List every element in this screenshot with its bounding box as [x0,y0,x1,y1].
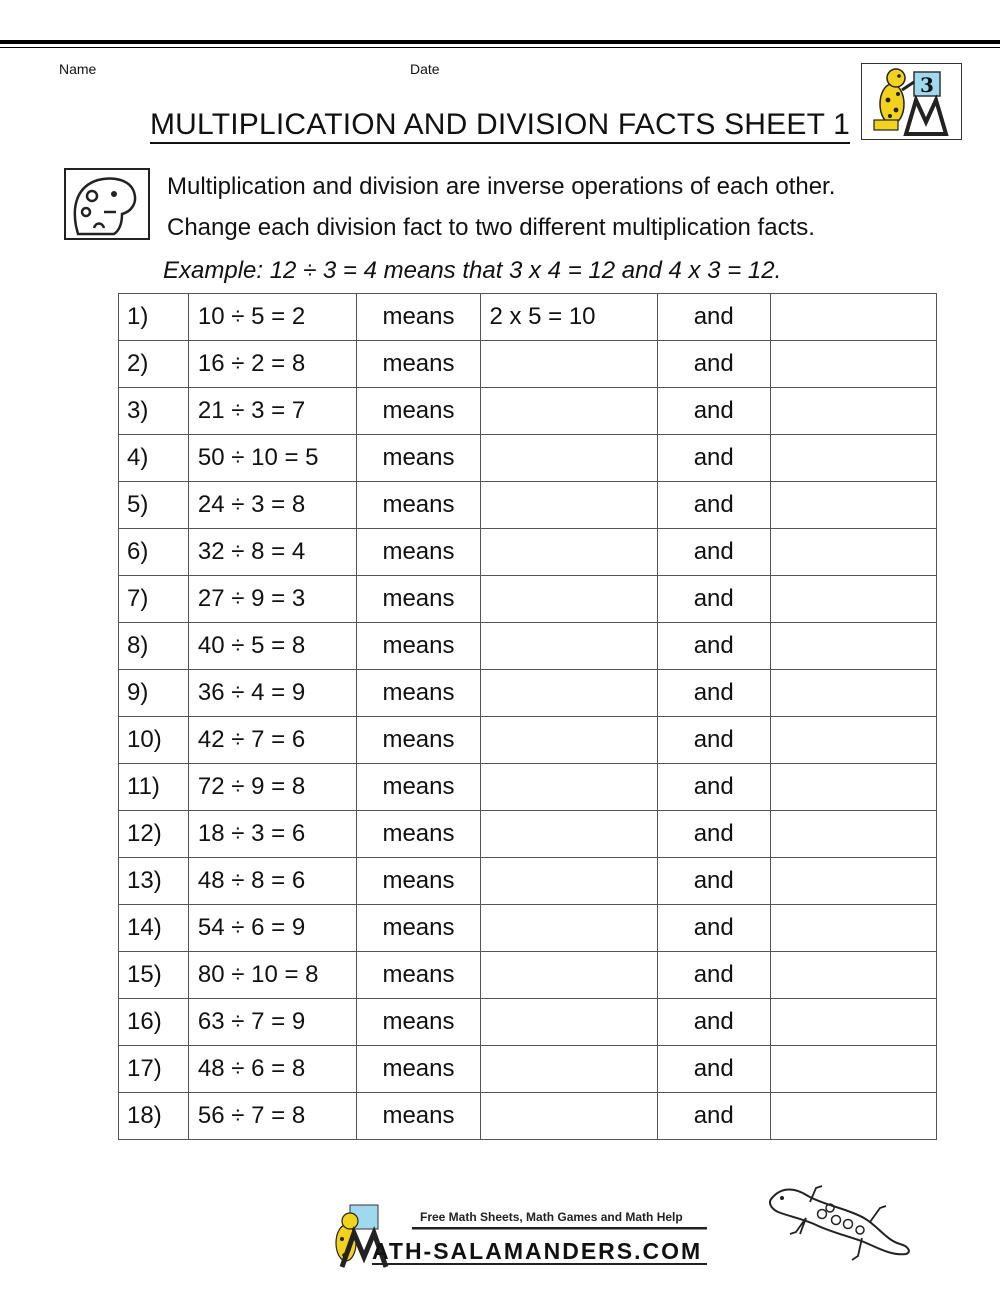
multiplication-fact-1-answer[interactable] [481,388,657,435]
division-fact: 36 ÷ 4 = 9 [188,670,356,717]
means-word: means [356,623,481,670]
multiplication-fact-1-answer[interactable]: 2 x 5 = 10 [481,294,657,341]
multiplication-fact-1-answer[interactable] [481,576,657,623]
problem-number: 11) [119,764,189,811]
multiplication-fact-2-answer[interactable] [770,858,936,905]
multiplication-fact-1-answer[interactable] [481,764,657,811]
means-word: means [356,999,481,1046]
means-word: means [356,529,481,576]
table-row [119,858,937,905]
and-word: and [657,905,770,952]
problem-number: 5) [119,482,189,529]
top-rule-thin [0,47,1000,48]
multiplication-fact-1-answer[interactable] [481,858,657,905]
multiplication-fact-1-answer[interactable] [481,905,657,952]
means-word: means [356,388,481,435]
and-word: and [657,999,770,1046]
problem-number: 16) [119,999,189,1046]
table-row [119,529,937,576]
multiplication-fact-2-answer[interactable] [770,435,936,482]
multiplication-fact-2-answer[interactable] [770,1093,936,1140]
multiplication-fact-1-answer[interactable] [481,1093,657,1140]
and-word: and [657,435,770,482]
table-row [119,1093,937,1140]
multiplication-fact-1-answer[interactable] [481,623,657,670]
division-fact: 18 ÷ 3 = 6 [188,811,356,858]
multiplication-fact-2-answer[interactable] [770,388,936,435]
multiplication-fact-2-answer[interactable] [770,670,936,717]
means-word: means [356,717,481,764]
multiplication-fact-2-answer[interactable] [770,529,936,576]
division-fact: 48 ÷ 8 = 6 [188,858,356,905]
means-word: means [356,341,481,388]
page-title: MULTIPLICATION AND DIVISION FACTS SHEET 1 [0,105,1000,145]
division-fact: 72 ÷ 9 = 8 [188,764,356,811]
means-word: means [356,294,481,341]
means-word: means [356,482,481,529]
table-row [119,482,937,529]
division-fact: 56 ÷ 7 = 8 [188,1093,356,1140]
multiplication-fact-1-answer[interactable] [481,811,657,858]
and-word: and [657,858,770,905]
problem-number: 8) [119,623,189,670]
problem-number: 3) [119,388,189,435]
problem-number: 18) [119,1093,189,1140]
and-word: and [657,529,770,576]
division-fact: 16 ÷ 2 = 8 [188,341,356,388]
multiplication-fact-1-answer[interactable] [481,482,657,529]
multiplication-fact-1-answer[interactable] [481,529,657,576]
top-rule [0,40,1000,44]
problem-number: 4) [119,435,189,482]
name-label: Name [59,61,97,77]
and-word: and [657,341,770,388]
division-fact: 24 ÷ 3 = 8 [188,482,356,529]
salamander-grade-icon [862,64,961,139]
multiplication-fact-2-answer[interactable] [770,764,936,811]
multiplication-fact-1-answer[interactable] [481,952,657,999]
and-word: and [657,388,770,435]
division-fact: 21 ÷ 3 = 7 [188,388,356,435]
and-word: and [657,670,770,717]
division-fact: 50 ÷ 10 = 5 [188,435,356,482]
means-word: means [356,905,481,952]
multiplication-fact-2-answer[interactable] [770,341,936,388]
problem-number: 1) [119,294,189,341]
multiplication-fact-1-answer[interactable] [481,670,657,717]
and-word: and [657,764,770,811]
means-word: means [356,952,481,999]
facts-table [118,293,937,1140]
multiplication-fact-1-answer[interactable] [481,999,657,1046]
problem-number: 2) [119,341,189,388]
table-row [119,999,937,1046]
division-fact: 54 ÷ 6 = 9 [188,905,356,952]
means-word: means [356,670,481,717]
date-label: Date [410,61,440,77]
and-word: and [657,717,770,764]
and-word: and [657,952,770,999]
problem-number: 6) [119,529,189,576]
doodle-face-icon [64,168,150,240]
multiplication-fact-2-answer[interactable] [770,1046,936,1093]
and-word: and [657,482,770,529]
table-row [119,388,937,435]
multiplication-fact-2-answer[interactable] [770,482,936,529]
table-row [119,952,937,999]
table-row [119,294,937,341]
grade-number: 3 [920,73,934,97]
instruction-line-2: Change each division fact to two different multiplication facts. [167,214,815,241]
multiplication-fact-2-answer[interactable] [770,905,936,952]
and-word: and [657,576,770,623]
instruction-line-1: Multiplication and division are inverse operations of each other. [167,173,836,200]
example-text: Example: 12 ÷ 3 = 4 means that 3 x 4 = 12 and 4 x 3 = 12. [163,257,782,284]
and-word: and [657,294,770,341]
table-row [119,764,937,811]
multiplication-fact-2-answer[interactable] [770,576,936,623]
problem-number: 17) [119,1046,189,1093]
multiplication-fact-2-answer[interactable] [770,717,936,764]
means-word: means [356,1046,481,1093]
means-word: means [356,435,481,482]
multiplication-fact-2-answer[interactable] [770,999,936,1046]
division-fact: 40 ÷ 5 = 8 [188,623,356,670]
problem-number: 12) [119,811,189,858]
multiplication-fact-2-answer[interactable] [770,952,936,999]
table-row [119,623,937,670]
problem-number: 7) [119,576,189,623]
and-word: and [657,623,770,670]
multiplication-fact-2-answer[interactable] [770,623,936,670]
table-row [119,1046,937,1093]
means-word: means [356,576,481,623]
problem-number: 15) [119,952,189,999]
and-word: and [657,811,770,858]
division-fact: 42 ÷ 7 = 6 [188,717,356,764]
division-fact: 32 ÷ 8 = 4 [188,529,356,576]
table-row [119,717,937,764]
multiplication-fact-1-answer[interactable] [481,341,657,388]
and-word: and [657,1093,770,1140]
table-row [119,435,937,482]
means-word: means [356,811,481,858]
division-fact: 27 ÷ 9 = 3 [188,576,356,623]
and-word: and [657,1046,770,1093]
multiplication-fact-1-answer[interactable] [481,717,657,764]
means-word: means [356,858,481,905]
multiplication-fact-1-answer[interactable] [481,1046,657,1093]
problem-number: 13) [119,858,189,905]
means-word: means [356,1093,481,1140]
grade-badge [861,63,962,140]
division-fact: 80 ÷ 10 = 8 [188,952,356,999]
table-row [119,670,937,717]
problem-number: 9) [119,670,189,717]
table-row [119,905,937,952]
footer-tagline: Free Math Sheets, Math Games and Math Help [420,1210,683,1224]
table-row [119,576,937,623]
problem-number: 10) [119,717,189,764]
footer-brand: ATH-SALAMANDERS.COM [372,1238,703,1264]
multiplication-fact-1-answer[interactable] [481,435,657,482]
problem-number: 14) [119,905,189,952]
multiplication-fact-2-answer[interactable] [770,811,936,858]
salamander-icon [766,1182,916,1272]
division-fact: 48 ÷ 6 = 8 [188,1046,356,1093]
table-row [119,811,937,858]
division-fact: 10 ÷ 5 = 2 [188,294,356,341]
division-fact: 63 ÷ 7 = 9 [188,999,356,1046]
table-row [119,341,937,388]
means-word: means [356,764,481,811]
multiplication-fact-2-answer[interactable] [770,294,936,341]
